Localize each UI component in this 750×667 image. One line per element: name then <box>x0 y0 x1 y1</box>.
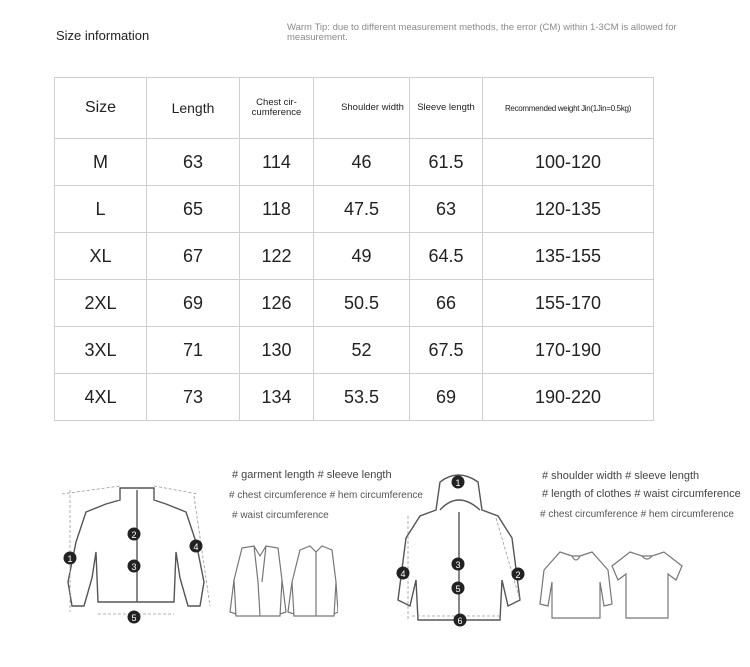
caption-right-2: # length of clothes # waist circumference <box>542 488 741 500</box>
cell-sleeve: 67.5 <box>410 327 483 374</box>
cell-shoulder: 50.5 <box>314 280 410 327</box>
col-header-weight: Recommended weight Jin(1Jin=0.5kg) <box>483 78 654 139</box>
col-header-chest: Chest cir-cumference <box>240 78 314 139</box>
cell-sleeve: 61.5 <box>410 139 483 186</box>
table-row <box>55 327 654 374</box>
marker-4-label: 4 <box>400 569 406 579</box>
cell-chest: 118 <box>240 186 314 233</box>
cell-weight: 190-220 <box>483 374 654 421</box>
cell-weight: 120-135 <box>483 186 654 233</box>
cell-sleeve: 63 <box>410 186 483 233</box>
marker-5-label: 5 <box>455 584 461 594</box>
cell-shoulder: 46 <box>314 139 410 186</box>
col-header-sleeve: Sleeve length <box>410 78 483 139</box>
marker-1-label: 1 <box>67 554 73 564</box>
cell-size: 4XL <box>55 374 147 421</box>
table-row <box>55 233 654 280</box>
hoodie-measurement-diagram <box>392 470 532 630</box>
dimension-lines <box>62 486 210 614</box>
cell-sleeve: 66 <box>410 280 483 327</box>
page-title: Size information <box>56 28 150 43</box>
cell-length: 69 <box>147 280 240 327</box>
cell-shoulder: 49 <box>314 233 410 280</box>
table-row <box>55 280 654 327</box>
blazer-icon <box>230 546 286 616</box>
cell-weight: 100-120 <box>483 139 654 186</box>
cell-length: 71 <box>147 327 240 374</box>
table-header-row <box>55 78 654 139</box>
caption-left-3: # waist circumference <box>232 510 329 521</box>
col-header-shoulder: Shoulder width <box>314 78 410 139</box>
cell-size: M <box>55 139 147 186</box>
shirt-icon <box>288 546 338 616</box>
garment-icons-left <box>228 542 338 622</box>
marker-4-label: 4 <box>193 542 199 552</box>
table-row <box>55 139 654 186</box>
table-row <box>55 186 654 233</box>
caption-left-1: # garment length # sleeve length <box>232 469 392 481</box>
cell-size: L <box>55 186 147 233</box>
cell-length: 67 <box>147 233 240 280</box>
marker-5-label: 5 <box>131 613 137 623</box>
cell-chest: 126 <box>240 280 314 327</box>
cell-chest: 130 <box>240 327 314 374</box>
long-sleeve-tee-icon <box>540 552 612 618</box>
marker-3-label: 3 <box>455 560 461 570</box>
marker-6-label: 6 <box>457 616 463 626</box>
cell-shoulder: 52 <box>314 327 410 374</box>
marker-1-label: 1 <box>455 478 461 488</box>
cell-length: 65 <box>147 186 240 233</box>
caption-right-3: # chest circumference # hem circumference <box>540 509 734 520</box>
cell-size: XL <box>55 233 147 280</box>
warm-tip: Warm Tip: due to different measurement methods, the error (CM) within 1-3CM is allowed for measurement. <box>287 22 677 43</box>
table-row <box>55 374 654 421</box>
cell-chest: 134 <box>240 374 314 421</box>
jacket-outline-icon <box>68 488 204 606</box>
caption-right-1: # shoulder width # sleeve length <box>542 470 700 482</box>
tshirt-icon <box>612 552 682 618</box>
cell-sleeve: 69 <box>410 374 483 421</box>
hoodie-outline-icon <box>398 475 520 620</box>
cell-length: 73 <box>147 374 240 421</box>
caption-left-2: # chest circumference # hem circumference <box>229 490 423 501</box>
cell-shoulder: 53.5 <box>314 374 410 421</box>
marker-3-label: 3 <box>131 562 137 572</box>
col-header-size: Size <box>55 78 147 139</box>
col-header-length: Length <box>147 78 240 139</box>
cell-chest: 122 <box>240 233 314 280</box>
marker-2-label: 2 <box>515 570 521 580</box>
cell-length: 63 <box>147 139 240 186</box>
cell-sleeve: 64.5 <box>410 233 483 280</box>
cell-weight: 135-155 <box>483 233 654 280</box>
garment-icons-right <box>538 548 688 622</box>
jacket-measurement-diagram <box>58 482 218 628</box>
cell-size: 3XL <box>55 327 147 374</box>
cell-size: 2XL <box>55 280 147 327</box>
size-table <box>54 77 654 421</box>
cell-weight: 170-190 <box>483 327 654 374</box>
cell-chest: 114 <box>240 139 314 186</box>
cell-weight: 155-170 <box>483 280 654 327</box>
cell-shoulder: 47.5 <box>314 186 410 233</box>
dimension-lines <box>408 516 520 620</box>
marker-2-label: 2 <box>131 530 137 540</box>
